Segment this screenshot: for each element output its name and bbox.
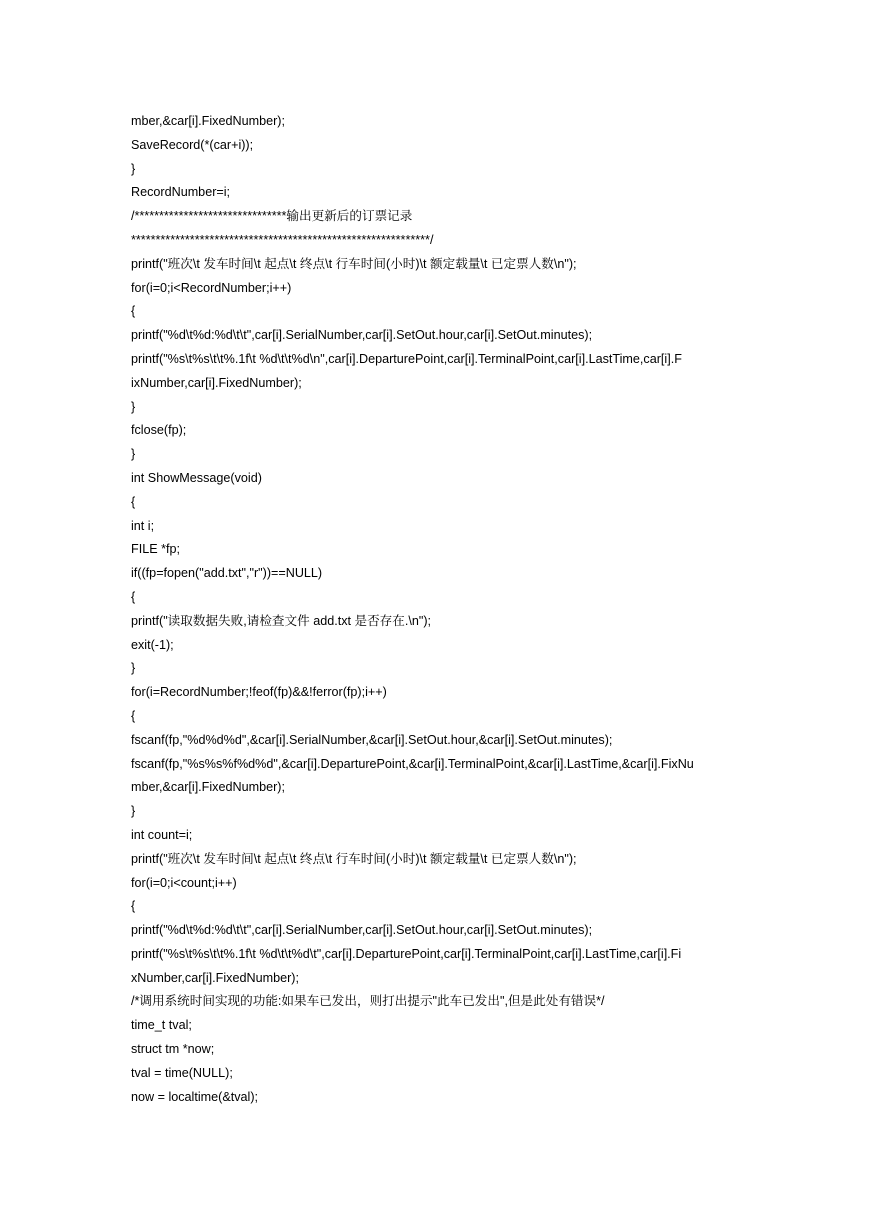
code-line: xNumber,car[i].FixedNumber);	[131, 970, 299, 985]
code-comment-line: /*******************************输出更新后的订票记录	[131, 209, 413, 224]
code-line: int i;	[131, 518, 155, 533]
code-line: time_t tval;	[131, 1018, 192, 1033]
code-line: {	[131, 304, 136, 319]
code-line: printf("%s\t%s\t\t%.1f\t %d\t\t%d\t",car[i].DeparturePoint,car[i].TerminalPoint,car[i].LastTime,car[i].Fi	[131, 946, 682, 961]
code-line: {	[131, 589, 136, 604]
code-line: {	[131, 494, 136, 509]
code-line: printf("%d\t%d:%d\t\t",car[i].SerialNumber,car[i].SetOut.hour,car[i].SetOut.minutes);	[131, 328, 593, 343]
code-line: int ShowMessage(void)	[131, 470, 262, 485]
code-line: {	[131, 899, 136, 914]
code-line: mber,&car[i].FixedNumber);	[131, 780, 285, 795]
code-line: struct tm *now;	[131, 1042, 215, 1057]
code-line: FILE *fp;	[131, 542, 180, 557]
code-line: printf("读取数据失败,请检查文件 add.txt 是否存在.\n");	[131, 613, 432, 628]
code-line: tval = time(NULL);	[131, 1065, 233, 1080]
code-line: SaveRecord(*(car+i));	[131, 137, 254, 152]
code-line: printf("班次\t 发车时间\t 起点\t 终点\t 行车时间(小时)\t 额定载量\t 已定票人数\n");	[131, 256, 577, 271]
code-line: for(i=0;i<count;i++)	[131, 875, 237, 890]
code-line: now = localtime(&tval);	[131, 1089, 259, 1104]
code-line: for(i=0;i<RecordNumber;i++)	[131, 280, 292, 295]
code-line: mber,&car[i].FixedNumber);	[131, 114, 285, 128]
code-line: if((fp=fopen("add.txt","r"))==NULL)	[131, 566, 323, 581]
code-line: }	[131, 661, 136, 676]
code-comment-line: /*调用系统时间实现的功能:如果车已发出，则打出提示"此车已发出",但是此处有错误*/	[131, 994, 605, 1009]
code-line: ixNumber,car[i].FixedNumber);	[131, 375, 302, 390]
code-line: fscanf(fp,"%d%d%d",&car[i].SerialNumber,&car[i].SetOut.hour,&car[i].SetOut.minutes);	[131, 732, 613, 747]
code-line: RecordNumber=i;	[131, 185, 231, 200]
code-line: for(i=RecordNumber;!feof(fp)&&!ferror(fp);i++)	[131, 685, 387, 700]
code-line: printf("班次\t 发车时间\t 起点\t 终点\t 行车时间(小时)\t 额定载量\t 已定票人数\n");	[131, 851, 577, 866]
code-line: printf("%d\t%d:%d\t\t",car[i].SerialNumber,car[i].SetOut.hour,car[i].SetOut.minutes);	[131, 923, 593, 938]
code-listing	[131, 110, 771, 1109]
code-line: fclose(fp);	[131, 423, 187, 438]
code-line: {	[131, 708, 136, 723]
code-line: int count=i;	[131, 827, 193, 842]
code-line: }	[131, 447, 136, 462]
code-line: }	[131, 161, 136, 176]
code-line: }	[131, 399, 136, 414]
code-line: fscanf(fp,"%s%s%f%d%d",&car[i].DeparturePoint,&car[i].TerminalPoint,&car[i].LastTime,&car[i].FixNu	[131, 756, 694, 771]
code-comment-line: *************************************************************/	[131, 232, 434, 247]
code-line: }	[131, 804, 136, 819]
code-line: printf("%s\t%s\t\t%.1f\t %d\t\t%d\n",car[i].DeparturePoint,car[i].TerminalPoint,car[i].LastTime,car[i].F	[131, 351, 682, 366]
code-line: exit(-1);	[131, 637, 174, 652]
